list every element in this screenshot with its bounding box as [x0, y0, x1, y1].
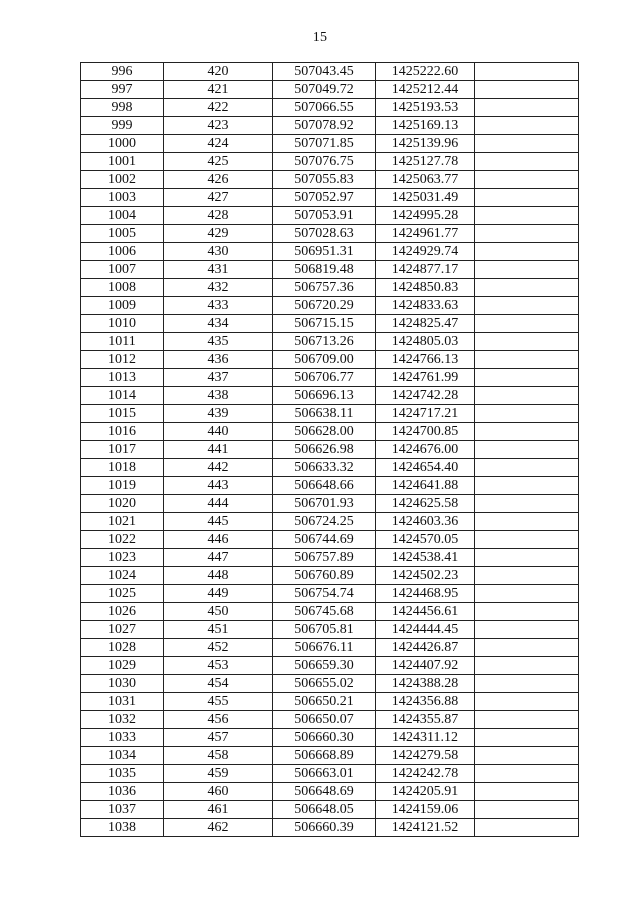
y-coordinate-cell: 1424242.78 — [376, 765, 475, 783]
row-index-cell: 1007 — [81, 261, 164, 279]
y-coordinate-cell: 1424766.13 — [376, 351, 475, 369]
point-number-cell: 448 — [164, 567, 273, 585]
y-coordinate-cell: 1425031.49 — [376, 189, 475, 207]
table-row — [81, 279, 579, 297]
row-index-cell: 1019 — [81, 477, 164, 495]
y-coordinate-cell: 1424538.41 — [376, 549, 475, 567]
y-coordinate-cell: 1424995.28 — [376, 207, 475, 225]
empty-cell — [475, 711, 579, 729]
point-number-cell: 450 — [164, 603, 273, 621]
empty-cell — [475, 243, 579, 261]
empty-cell — [475, 405, 579, 423]
empty-cell — [475, 333, 579, 351]
row-index-cell: 1000 — [81, 135, 164, 153]
empty-cell — [475, 783, 579, 801]
y-coordinate-cell: 1425169.13 — [376, 117, 475, 135]
empty-cell — [475, 639, 579, 657]
table-row — [81, 513, 579, 531]
x-coordinate-cell: 506676.11 — [273, 639, 376, 657]
x-coordinate-cell: 506709.00 — [273, 351, 376, 369]
table-row — [81, 171, 579, 189]
row-index-cell: 1006 — [81, 243, 164, 261]
point-number-cell: 441 — [164, 441, 273, 459]
empty-cell — [475, 279, 579, 297]
point-number-cell: 433 — [164, 297, 273, 315]
empty-cell — [475, 801, 579, 819]
y-coordinate-cell: 1424700.85 — [376, 423, 475, 441]
x-coordinate-cell: 507052.97 — [273, 189, 376, 207]
row-index-cell: 1009 — [81, 297, 164, 315]
table-row — [81, 153, 579, 171]
y-coordinate-cell: 1425139.96 — [376, 135, 475, 153]
point-number-cell: 420 — [164, 63, 273, 81]
row-index-cell: 998 — [81, 99, 164, 117]
empty-cell — [475, 675, 579, 693]
y-coordinate-cell: 1424641.88 — [376, 477, 475, 495]
row-index-cell: 996 — [81, 63, 164, 81]
x-coordinate-cell: 506648.66 — [273, 477, 376, 495]
row-index-cell: 997 — [81, 81, 164, 99]
x-coordinate-cell: 506628.00 — [273, 423, 376, 441]
coordinates-table — [80, 62, 579, 837]
x-coordinate-cell: 506626.98 — [273, 441, 376, 459]
table-row — [81, 657, 579, 675]
row-index-cell: 1024 — [81, 567, 164, 585]
row-index-cell: 1031 — [81, 693, 164, 711]
row-index-cell: 1017 — [81, 441, 164, 459]
point-number-cell: 461 — [164, 801, 273, 819]
table-row — [81, 639, 579, 657]
empty-cell — [475, 423, 579, 441]
y-coordinate-cell: 1424877.17 — [376, 261, 475, 279]
table-row — [81, 531, 579, 549]
table-row — [81, 99, 579, 117]
x-coordinate-cell: 507076.75 — [273, 153, 376, 171]
y-coordinate-cell: 1425193.53 — [376, 99, 475, 117]
y-coordinate-cell: 1424502.23 — [376, 567, 475, 585]
point-number-cell: 429 — [164, 225, 273, 243]
y-coordinate-cell: 1424426.87 — [376, 639, 475, 657]
x-coordinate-cell: 506705.81 — [273, 621, 376, 639]
table-row — [81, 549, 579, 567]
table-row — [81, 783, 579, 801]
empty-cell — [475, 207, 579, 225]
empty-cell — [475, 819, 579, 837]
row-index-cell: 1020 — [81, 495, 164, 513]
point-number-cell: 453 — [164, 657, 273, 675]
row-index-cell: 1029 — [81, 657, 164, 675]
point-number-cell: 443 — [164, 477, 273, 495]
row-index-cell: 999 — [81, 117, 164, 135]
y-coordinate-cell: 1425127.78 — [376, 153, 475, 171]
empty-cell — [475, 63, 579, 81]
point-number-cell: 434 — [164, 315, 273, 333]
y-coordinate-cell: 1424121.52 — [376, 819, 475, 837]
y-coordinate-cell: 1424444.45 — [376, 621, 475, 639]
row-index-cell: 1014 — [81, 387, 164, 405]
y-coordinate-cell: 1424279.58 — [376, 747, 475, 765]
empty-cell — [475, 495, 579, 513]
point-number-cell: 440 — [164, 423, 273, 441]
x-coordinate-cell: 507078.92 — [273, 117, 376, 135]
x-coordinate-cell: 506660.39 — [273, 819, 376, 837]
empty-cell — [475, 531, 579, 549]
empty-cell — [475, 369, 579, 387]
point-number-cell: 456 — [164, 711, 273, 729]
empty-cell — [475, 603, 579, 621]
table-row — [81, 387, 579, 405]
table-row — [81, 495, 579, 513]
row-index-cell: 1033 — [81, 729, 164, 747]
x-coordinate-cell: 506660.30 — [273, 729, 376, 747]
empty-cell — [475, 549, 579, 567]
point-number-cell: 452 — [164, 639, 273, 657]
x-coordinate-cell: 506659.30 — [273, 657, 376, 675]
point-number-cell: 438 — [164, 387, 273, 405]
y-coordinate-cell: 1425212.44 — [376, 81, 475, 99]
x-coordinate-cell: 507043.45 — [273, 63, 376, 81]
table-row — [81, 423, 579, 441]
point-number-cell: 435 — [164, 333, 273, 351]
table-row — [81, 351, 579, 369]
y-coordinate-cell: 1424742.28 — [376, 387, 475, 405]
point-number-cell: 424 — [164, 135, 273, 153]
y-coordinate-cell: 1424850.83 — [376, 279, 475, 297]
empty-cell — [475, 567, 579, 585]
point-number-cell: 447 — [164, 549, 273, 567]
x-coordinate-cell: 507053.91 — [273, 207, 376, 225]
x-coordinate-cell: 506633.32 — [273, 459, 376, 477]
table-row — [81, 405, 579, 423]
empty-cell — [475, 441, 579, 459]
table-row — [81, 711, 579, 729]
row-index-cell: 1021 — [81, 513, 164, 531]
row-index-cell: 1022 — [81, 531, 164, 549]
x-coordinate-cell: 506754.74 — [273, 585, 376, 603]
y-coordinate-cell: 1424825.47 — [376, 315, 475, 333]
empty-cell — [475, 315, 579, 333]
x-coordinate-cell: 506745.68 — [273, 603, 376, 621]
row-index-cell: 1010 — [81, 315, 164, 333]
y-coordinate-cell: 1424407.92 — [376, 657, 475, 675]
point-number-cell: 454 — [164, 675, 273, 693]
x-coordinate-cell: 506650.21 — [273, 693, 376, 711]
empty-cell — [475, 297, 579, 315]
row-index-cell: 1028 — [81, 639, 164, 657]
y-coordinate-cell: 1424311.12 — [376, 729, 475, 747]
table-row — [81, 567, 579, 585]
empty-cell — [475, 657, 579, 675]
point-number-cell: 428 — [164, 207, 273, 225]
table-row — [81, 819, 579, 837]
point-number-cell: 425 — [164, 153, 273, 171]
empty-cell — [475, 171, 579, 189]
point-number-cell: 430 — [164, 243, 273, 261]
y-coordinate-cell: 1424355.87 — [376, 711, 475, 729]
row-index-cell: 1034 — [81, 747, 164, 765]
x-coordinate-cell: 507049.72 — [273, 81, 376, 99]
row-index-cell: 1025 — [81, 585, 164, 603]
table-row — [81, 135, 579, 153]
row-index-cell: 1005 — [81, 225, 164, 243]
point-number-cell: 460 — [164, 783, 273, 801]
empty-cell — [475, 513, 579, 531]
empty-cell — [475, 765, 579, 783]
table-row — [81, 243, 579, 261]
point-number-cell: 449 — [164, 585, 273, 603]
point-number-cell: 426 — [164, 171, 273, 189]
x-coordinate-cell: 506655.02 — [273, 675, 376, 693]
point-number-cell: 445 — [164, 513, 273, 531]
x-coordinate-cell: 506819.48 — [273, 261, 376, 279]
x-coordinate-cell: 506715.15 — [273, 315, 376, 333]
empty-cell — [475, 621, 579, 639]
row-index-cell: 1030 — [81, 675, 164, 693]
empty-cell — [475, 477, 579, 495]
table-row — [81, 477, 579, 495]
y-coordinate-cell: 1424159.06 — [376, 801, 475, 819]
y-coordinate-cell: 1424717.21 — [376, 405, 475, 423]
y-coordinate-cell: 1425222.60 — [376, 63, 475, 81]
empty-cell — [475, 81, 579, 99]
table-row — [81, 81, 579, 99]
x-coordinate-cell: 506663.01 — [273, 765, 376, 783]
y-coordinate-cell: 1424676.00 — [376, 441, 475, 459]
table-row — [81, 675, 579, 693]
table-row — [81, 747, 579, 765]
table-row — [81, 207, 579, 225]
x-coordinate-cell: 507066.55 — [273, 99, 376, 117]
y-coordinate-cell: 1424625.58 — [376, 495, 475, 513]
x-coordinate-cell: 506744.69 — [273, 531, 376, 549]
table-row — [81, 117, 579, 135]
row-index-cell: 1002 — [81, 171, 164, 189]
empty-cell — [475, 729, 579, 747]
point-number-cell: 431 — [164, 261, 273, 279]
x-coordinate-cell: 506638.11 — [273, 405, 376, 423]
y-coordinate-cell: 1425063.77 — [376, 171, 475, 189]
point-number-cell: 455 — [164, 693, 273, 711]
table-row — [81, 765, 579, 783]
x-coordinate-cell: 507071.85 — [273, 135, 376, 153]
row-index-cell: 1008 — [81, 279, 164, 297]
x-coordinate-cell: 506757.36 — [273, 279, 376, 297]
empty-cell — [475, 351, 579, 369]
x-coordinate-cell: 506650.07 — [273, 711, 376, 729]
x-coordinate-cell: 506696.13 — [273, 387, 376, 405]
row-index-cell: 1036 — [81, 783, 164, 801]
empty-cell — [475, 117, 579, 135]
row-index-cell: 1004 — [81, 207, 164, 225]
y-coordinate-cell: 1424654.40 — [376, 459, 475, 477]
point-number-cell: 421 — [164, 81, 273, 99]
point-number-cell: 439 — [164, 405, 273, 423]
empty-cell — [475, 459, 579, 477]
point-number-cell: 422 — [164, 99, 273, 117]
x-coordinate-cell: 506668.89 — [273, 747, 376, 765]
row-index-cell: 1035 — [81, 765, 164, 783]
x-coordinate-cell: 506706.77 — [273, 369, 376, 387]
y-coordinate-cell: 1424468.95 — [376, 585, 475, 603]
x-coordinate-cell: 506648.69 — [273, 783, 376, 801]
table-row — [81, 261, 579, 279]
row-index-cell: 1013 — [81, 369, 164, 387]
point-number-cell: 459 — [164, 765, 273, 783]
empty-cell — [475, 99, 579, 117]
table-row — [81, 585, 579, 603]
table-row — [81, 225, 579, 243]
table-row — [81, 63, 579, 81]
row-index-cell: 1027 — [81, 621, 164, 639]
table-row — [81, 315, 579, 333]
table-row — [81, 297, 579, 315]
empty-cell — [475, 261, 579, 279]
y-coordinate-cell: 1424356.88 — [376, 693, 475, 711]
row-index-cell: 1001 — [81, 153, 164, 171]
empty-cell — [475, 153, 579, 171]
point-number-cell: 442 — [164, 459, 273, 477]
y-coordinate-cell: 1424205.91 — [376, 783, 475, 801]
empty-cell — [475, 693, 579, 711]
y-coordinate-cell: 1424833.63 — [376, 297, 475, 315]
row-index-cell: 1026 — [81, 603, 164, 621]
table-row — [81, 729, 579, 747]
point-number-cell: 423 — [164, 117, 273, 135]
row-index-cell: 1018 — [81, 459, 164, 477]
x-coordinate-cell: 506713.26 — [273, 333, 376, 351]
x-coordinate-cell: 506757.89 — [273, 549, 376, 567]
y-coordinate-cell: 1424603.36 — [376, 513, 475, 531]
row-index-cell: 1032 — [81, 711, 164, 729]
table-row — [81, 441, 579, 459]
point-number-cell: 436 — [164, 351, 273, 369]
point-number-cell: 457 — [164, 729, 273, 747]
empty-cell — [475, 189, 579, 207]
point-number-cell: 458 — [164, 747, 273, 765]
y-coordinate-cell: 1424929.74 — [376, 243, 475, 261]
y-coordinate-cell: 1424570.05 — [376, 531, 475, 549]
point-number-cell: 451 — [164, 621, 273, 639]
table-row — [81, 189, 579, 207]
y-coordinate-cell: 1424456.61 — [376, 603, 475, 621]
point-number-cell: 444 — [164, 495, 273, 513]
table-row — [81, 369, 579, 387]
y-coordinate-cell: 1424961.77 — [376, 225, 475, 243]
empty-cell — [475, 747, 579, 765]
page-number: 15 — [312, 30, 328, 45]
table-row — [81, 459, 579, 477]
row-index-cell: 1012 — [81, 351, 164, 369]
table-row — [81, 333, 579, 351]
row-index-cell: 1037 — [81, 801, 164, 819]
empty-cell — [475, 225, 579, 243]
row-index-cell: 1011 — [81, 333, 164, 351]
table-row — [81, 693, 579, 711]
y-coordinate-cell: 1424805.03 — [376, 333, 475, 351]
x-coordinate-cell: 506648.05 — [273, 801, 376, 819]
x-coordinate-cell: 506701.93 — [273, 495, 376, 513]
point-number-cell: 432 — [164, 279, 273, 297]
x-coordinate-cell: 507055.83 — [273, 171, 376, 189]
point-number-cell: 446 — [164, 531, 273, 549]
y-coordinate-cell: 1424761.99 — [376, 369, 475, 387]
table-row — [81, 621, 579, 639]
empty-cell — [475, 585, 579, 603]
point-number-cell: 437 — [164, 369, 273, 387]
y-coordinate-cell: 1424388.28 — [376, 675, 475, 693]
table-row — [81, 603, 579, 621]
point-number-cell: 462 — [164, 819, 273, 837]
empty-cell — [475, 135, 579, 153]
point-number-cell: 427 — [164, 189, 273, 207]
row-index-cell: 1038 — [81, 819, 164, 837]
table-row — [81, 801, 579, 819]
x-coordinate-cell: 507028.63 — [273, 225, 376, 243]
empty-cell — [475, 387, 579, 405]
coordinates-table-body — [81, 63, 579, 837]
row-index-cell: 1003 — [81, 189, 164, 207]
x-coordinate-cell: 506951.31 — [273, 243, 376, 261]
x-coordinate-cell: 506760.89 — [273, 567, 376, 585]
row-index-cell: 1016 — [81, 423, 164, 441]
x-coordinate-cell: 506724.25 — [273, 513, 376, 531]
x-coordinate-cell: 506720.29 — [273, 297, 376, 315]
row-index-cell: 1015 — [81, 405, 164, 423]
row-index-cell: 1023 — [81, 549, 164, 567]
